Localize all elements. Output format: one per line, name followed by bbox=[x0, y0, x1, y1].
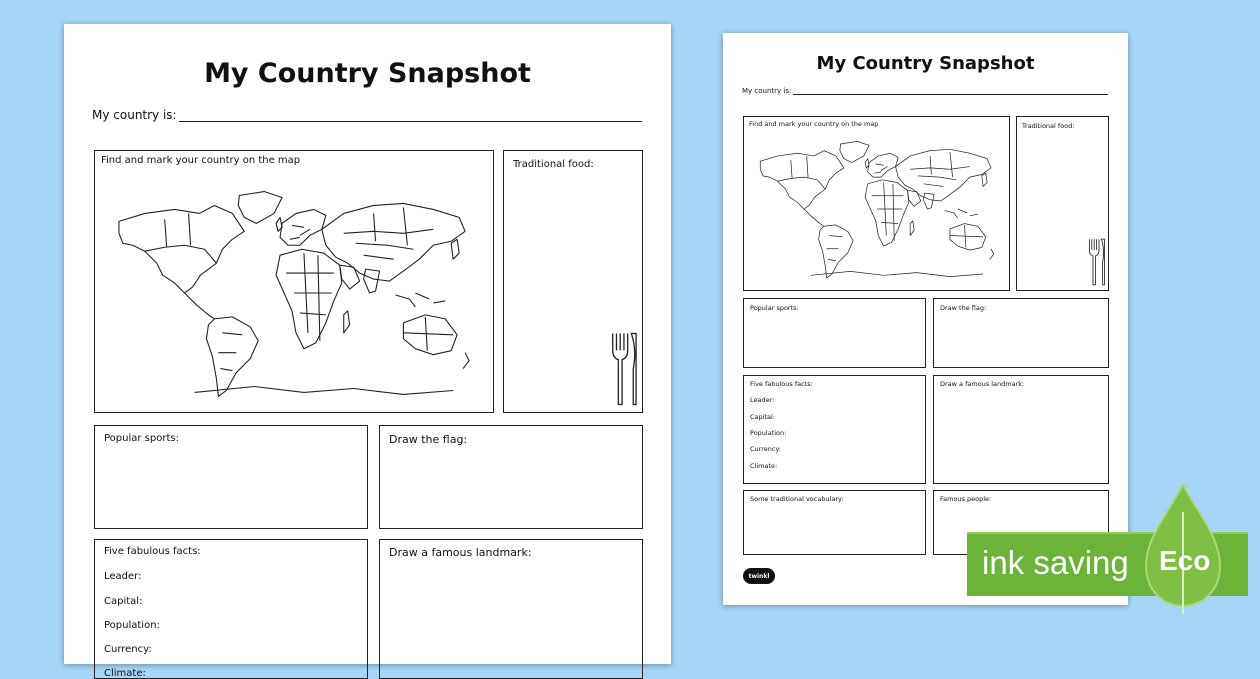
country-answer-line[interactable] bbox=[179, 121, 642, 122]
country-line-small bbox=[742, 87, 1108, 95]
worksheet-page-large bbox=[64, 24, 671, 679]
facts-label-small: Five fabulous facts: bbox=[750, 380, 813, 388]
facts-box[interactable] bbox=[94, 539, 368, 679]
vocabulary-label-small: Some traditional vocabulary: bbox=[750, 495, 844, 503]
vocabulary-box-small[interactable] bbox=[743, 490, 926, 555]
facts-label: Five fabulous facts: bbox=[104, 546, 201, 557]
landmark-label: Draw a famous landmark: bbox=[389, 546, 532, 559]
worksheet-title-small: My Country Snapshot bbox=[816, 53, 1035, 74]
map-box[interactable] bbox=[94, 150, 494, 413]
fact-currency-small: Currency: bbox=[750, 445, 782, 453]
fact-climate-small: Climate: bbox=[750, 462, 778, 470]
fact-population: Population: bbox=[104, 620, 160, 631]
landmark-box-small[interactable] bbox=[933, 375, 1109, 484]
country-answer-line-small[interactable] bbox=[793, 94, 1108, 95]
fact-climate: Climate: bbox=[104, 668, 146, 679]
worksheet-page-small bbox=[723, 33, 1128, 605]
fact-currency: Currency: bbox=[104, 644, 152, 655]
popular-sports-label: Popular sports: bbox=[104, 433, 179, 444]
traditional-food-label: Traditional food: bbox=[513, 159, 594, 170]
traditional-food-label-small: Traditional food: bbox=[1022, 122, 1075, 130]
fact-population-small: Population: bbox=[750, 429, 787, 437]
ink-saving-text: ink saving bbox=[982, 544, 1129, 581]
map-label-small: Find and mark your country on the map bbox=[749, 120, 879, 128]
landmark-label-small: Draw a famous landmark: bbox=[940, 380, 1025, 388]
country-label: My country is: bbox=[92, 108, 177, 122]
country-line bbox=[92, 108, 642, 122]
world-map[interactable] bbox=[105, 175, 483, 411]
landmark-box[interactable] bbox=[379, 539, 643, 679]
flag-label-small: Draw the flag: bbox=[940, 304, 987, 312]
fact-capital: Capital: bbox=[104, 596, 143, 607]
twinkl-logo: twinkl bbox=[743, 568, 775, 584]
popular-sports-label-small: Popular sports: bbox=[750, 304, 799, 312]
popular-sports-box[interactable] bbox=[94, 425, 368, 529]
flag-box[interactable] bbox=[379, 425, 643, 529]
country-label-small: My country is: bbox=[742, 87, 792, 95]
traditional-food-box[interactable] bbox=[503, 150, 643, 413]
flag-label: Draw the flag: bbox=[389, 433, 468, 446]
traditional-food-box-small[interactable] bbox=[1016, 116, 1109, 291]
map-label: Find and mark your country on the map bbox=[101, 155, 301, 166]
cutlery-icon-small bbox=[1087, 235, 1105, 289]
fact-leader: Leader: bbox=[104, 571, 142, 582]
worksheet-title: My Country Snapshot bbox=[204, 58, 531, 89]
eco-badge-text: Eco bbox=[1159, 545, 1211, 576]
facts-box-small[interactable] bbox=[743, 375, 926, 484]
popular-sports-box-small[interactable] bbox=[743, 298, 926, 368]
famous-people-label-small: Famous people: bbox=[940, 495, 992, 503]
world-map-small[interactable] bbox=[751, 133, 1003, 285]
fact-capital-small: Capital: bbox=[750, 413, 775, 421]
fact-leader-small: Leader: bbox=[750, 396, 775, 404]
flag-box-small[interactable] bbox=[933, 298, 1109, 368]
map-box-small[interactable] bbox=[743, 116, 1010, 291]
cutlery-icon bbox=[609, 329, 637, 409]
